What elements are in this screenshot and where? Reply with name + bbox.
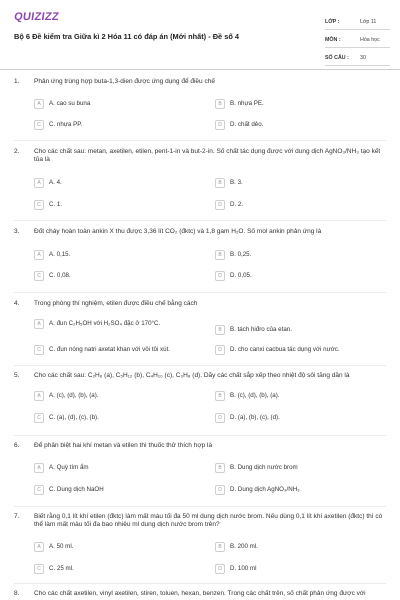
option-text: B. 200 ml. <box>230 543 258 551</box>
logo-text: QUIZIZZ <box>13 11 60 23</box>
option-text: B. tách hiđro của etan. <box>230 326 292 334</box>
option-d[interactable] <box>215 483 390 497</box>
option-letter-badge: B <box>215 99 225 109</box>
question-text: Cho các chất sau: metan, axetilen, etilen, pent-1-in và but-2-in. Số chất tác dụng được với dung dịch AgNO₃/NH₃ tạo kết tủa là <box>34 148 381 164</box>
option-d[interactable] <box>215 118 390 132</box>
option-letter-badge: B <box>215 391 225 401</box>
option-c[interactable] <box>34 118 209 132</box>
option-letter-badge: B <box>215 542 225 552</box>
option-letter-badge: C <box>34 120 44 130</box>
option-text: D. 2. <box>230 201 244 209</box>
meta-label: SỐ CÂU : <box>325 55 349 62</box>
option-b[interactable] <box>215 461 390 475</box>
question-text: Đốt cháy hoàn toàn ankin X thu được 3,36 lít CO₂ (đktc) và 1,8 gam H₂O. Số mol ankin phản ứng là <box>34 228 322 235</box>
option-text: D. Dung dịch AgNO₃/NH₃ <box>230 486 300 494</box>
question-text: Cho các chất axetilen, vinyl axetilen, stiren, toluen, hexan, benzen. Trong các chất trên, số chất phản ứng được với <box>34 590 366 597</box>
option-letter-badge: B <box>215 325 225 335</box>
option-text: B. (c), (d), (b), (a). <box>230 392 280 400</box>
option-letter-badge: C <box>34 564 44 574</box>
option-letter-badge: A <box>34 250 44 260</box>
option-text: D. (a), (b), (c), (d). <box>230 414 280 422</box>
option-c[interactable] <box>34 343 209 357</box>
option-letter-badge: B <box>215 178 225 188</box>
option-text: A. (c), (d), (b), (a). <box>49 392 99 400</box>
option-letter-badge: D <box>215 485 225 495</box>
option-b[interactable] <box>215 97 390 111</box>
option-letter-badge: C <box>34 485 44 495</box>
document-header <box>0 0 400 70</box>
option-letter-badge: C <box>34 345 44 355</box>
option-letter-badge: C <box>34 271 44 281</box>
meta-label: MÔN : <box>325 37 341 44</box>
option-text: C. Dung dịch NaOH <box>49 486 104 494</box>
option-d[interactable] <box>215 269 390 283</box>
option-text: A. Quỳ tím ẩm <box>49 464 89 472</box>
quizizz-logo <box>14 11 59 25</box>
option-b[interactable] <box>215 176 390 190</box>
option-a[interactable] <box>34 248 209 262</box>
option-d[interactable] <box>215 562 390 576</box>
option-a[interactable] <box>34 540 209 554</box>
option-text: A. 0,15. <box>49 251 71 259</box>
meta-label: LỚP : <box>325 19 340 26</box>
question-number: 8. <box>14 590 20 597</box>
option-a[interactable] <box>34 317 209 331</box>
option-b[interactable] <box>215 323 390 337</box>
option-letter-badge: A <box>34 463 44 473</box>
option-text: B. 0,25. <box>230 251 252 259</box>
option-text: D. 0,05. <box>230 272 252 280</box>
option-letter-badge: D <box>215 413 225 423</box>
option-a[interactable] <box>34 97 209 111</box>
question-text: Để phân biệt hai khí metan và etilen thì thuốc thử thích hợp là <box>34 442 213 449</box>
meta-value: Hóa học <box>360 37 380 44</box>
option-c[interactable] <box>34 198 209 212</box>
option-b[interactable] <box>215 540 390 554</box>
option-a[interactable] <box>34 389 209 403</box>
question-divider <box>14 506 386 507</box>
question-number: 5. <box>14 372 20 379</box>
option-letter-badge: A <box>34 391 44 401</box>
meta-value: 30 <box>360 55 366 62</box>
option-text: A. 4. <box>49 179 62 187</box>
document-title: Bộ 6 Đề kiểm tra Giữa kì 2 Hóa 11 có đáp án (Mới nhất) - Đề số 4 <box>14 32 239 41</box>
option-letter-badge: D <box>215 200 225 210</box>
option-text: A. đun C₂H₅OH với H₂SO₄ đặc ở 170°C. <box>49 320 161 328</box>
option-letter-badge: D <box>215 271 225 281</box>
question-divider <box>14 220 386 221</box>
question-number: 6. <box>14 442 20 449</box>
option-text: C. 25 ml. <box>49 565 74 573</box>
meta-row-class <box>325 12 390 30</box>
meta-panel <box>325 12 390 66</box>
question-number: 4. <box>14 300 20 307</box>
option-c[interactable] <box>34 483 209 497</box>
question-number: 3. <box>14 228 20 235</box>
option-text: C. 0,08. <box>49 272 71 280</box>
question-number: 7. <box>14 513 20 520</box>
question-divider <box>14 140 386 141</box>
question-text: Cho các chất sau: C₂H₆ (a), C₅H₁₂ (b), C₄H₁₀ (c), C₃H₈ (d). Dãy các chất sắp xếp theo nhiệt độ sôi tăng dần là <box>34 372 350 379</box>
meta-value: Lớp 11 <box>360 19 377 26</box>
option-letter-badge: A <box>34 178 44 188</box>
option-text: B. nhựa PE. <box>230 100 264 108</box>
option-letter-badge: A <box>34 319 44 329</box>
question-divider <box>14 435 386 436</box>
option-letter-badge: B <box>215 250 225 260</box>
option-letter-badge: A <box>34 99 44 109</box>
question-divider <box>14 365 386 366</box>
option-c[interactable] <box>34 411 209 425</box>
option-text: C. 1. <box>49 201 63 209</box>
option-letter-badge: C <box>34 200 44 210</box>
option-letter-badge: D <box>215 120 225 130</box>
option-text: B. Dung dịch nước brom <box>230 464 298 472</box>
option-a[interactable] <box>34 461 209 475</box>
option-c[interactable] <box>34 562 209 576</box>
option-b[interactable] <box>215 248 390 262</box>
option-text: B. 3. <box>230 179 243 187</box>
option-letter-badge: A <box>34 542 44 552</box>
option-letter-badge: B <box>215 463 225 473</box>
option-text: A. cao su buna <box>49 100 91 108</box>
meta-row-count <box>325 48 390 66</box>
option-c[interactable] <box>34 269 209 283</box>
option-text: D. chất dẻo. <box>230 121 264 129</box>
option-text: C. nhựa PP. <box>49 121 83 129</box>
question-divider <box>14 292 386 293</box>
option-text: C. (a), (d), (c), (b). <box>49 414 99 422</box>
meta-row-subject <box>325 30 390 48</box>
option-d[interactable] <box>215 411 390 425</box>
option-d[interactable] <box>215 198 390 212</box>
question-text: Trong phòng thí nghiệm, etilen được điều chế bằng cách <box>34 300 198 307</box>
question-divider <box>14 583 386 584</box>
question-text: Biết rằng 0,1 lít khí etilen (đktc) làm mất màu tối đa 50 ml dung dịch nước brom. Nếu dùng 0,1 lít khí axetilen (đktc) thì có thể làm mất màu tối đa bao nhiêu ml dung dịch nước brom trên? <box>34 513 383 529</box>
option-d[interactable] <box>215 343 390 357</box>
option-letter-badge: C <box>34 413 44 423</box>
question-text: Phản ứng trùng hợp buta-1,3-dien được ứng dụng để điều chế <box>34 78 215 85</box>
question-number: 2. <box>14 148 20 155</box>
option-text: D. 100 ml <box>230 565 257 573</box>
question-number: 1. <box>14 78 20 85</box>
option-text: D. cho canxi cacbua tác dụng với nước. <box>230 346 340 354</box>
option-b[interactable] <box>215 389 390 403</box>
option-text: A. 50 ml. <box>49 543 74 551</box>
option-letter-badge: D <box>215 564 225 574</box>
option-letter-badge: D <box>215 345 225 355</box>
option-text: C. đun nóng natri axetat khan với vôi tôi xút. <box>49 346 171 354</box>
option-a[interactable] <box>34 176 209 190</box>
